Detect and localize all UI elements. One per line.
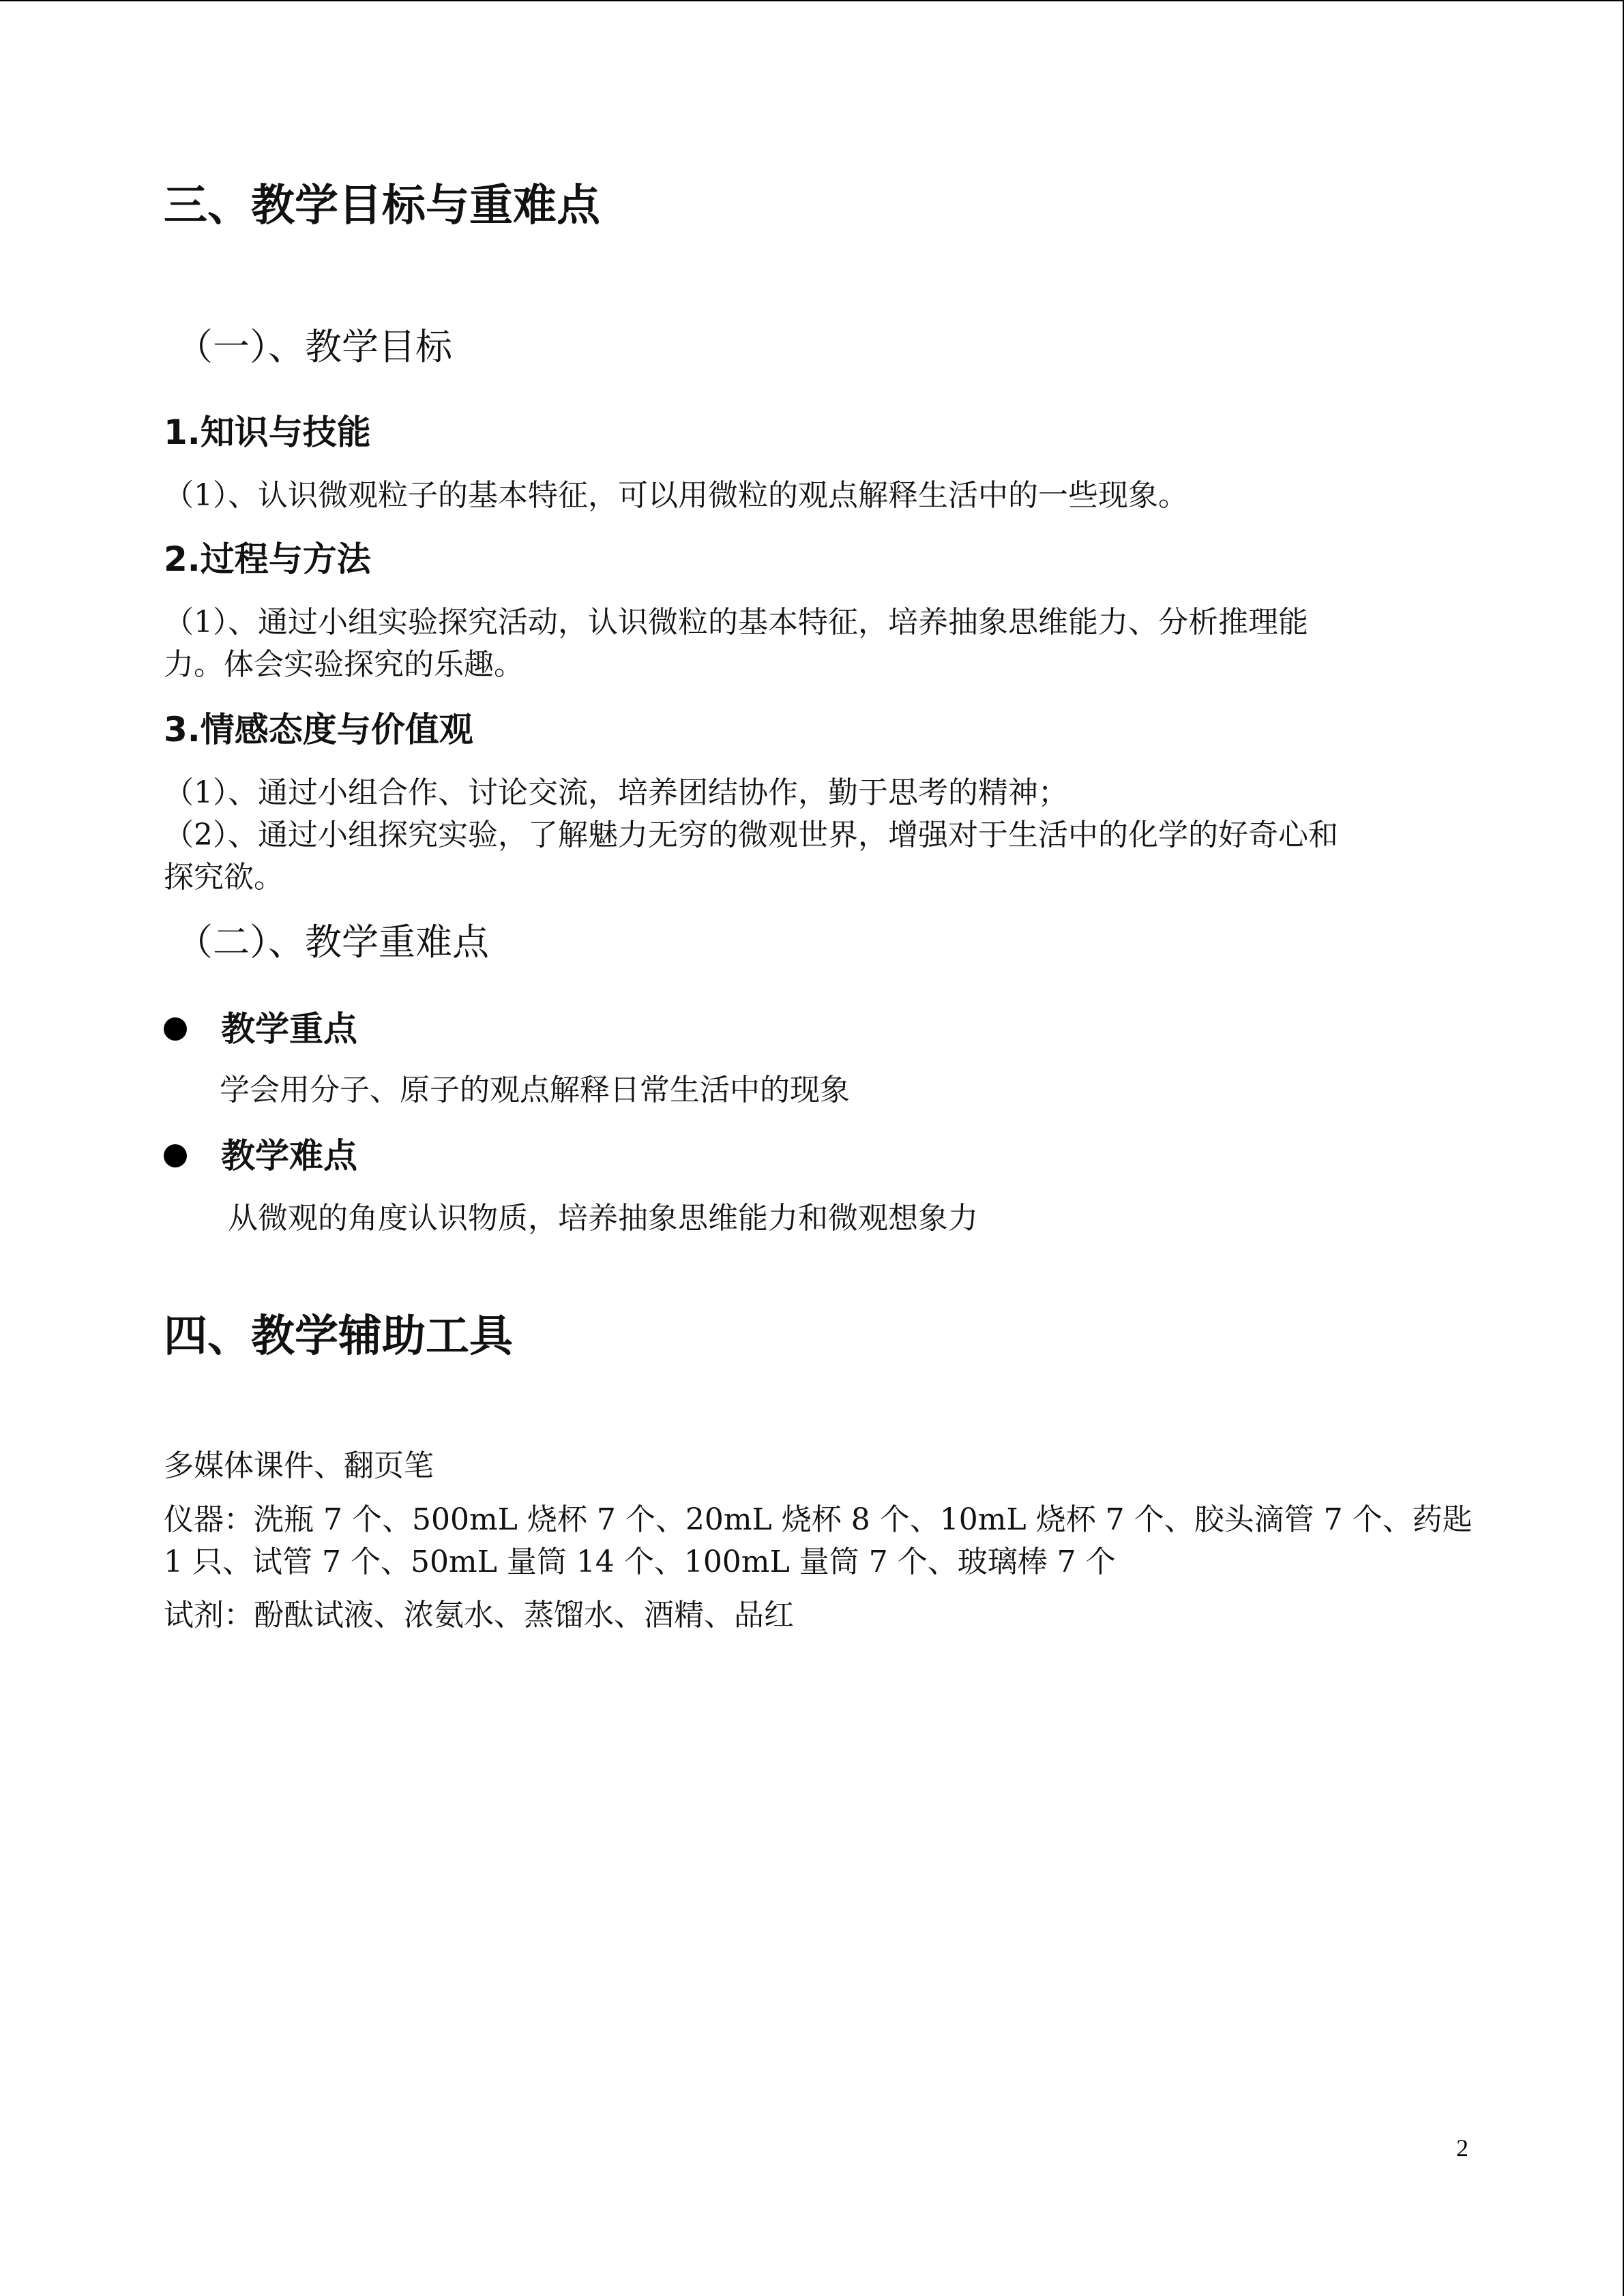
process-method-item-1-line-1: （1）、通过小组实验探究活动，认识微粒的基本特征，培养抽象思维能力、分析推理能 [164,605,1308,640]
difficult-points-text: 从微观的角度认识物质，培养抽象思维能力和微观想象力 [228,1201,978,1236]
subsection-key-difficult-heading: （二）、教学重难点 [176,921,489,964]
emotion-values-item-2-line-1: （2）、通过小组探究实验，了解魅力无穷的微观世界，增强对于生活中的化学的好奇心和 [164,818,1338,852]
bullet-dot-icon [164,1144,187,1167]
bullet-dot-icon [164,1017,187,1041]
emotion-values-item-1: （1）、通过小组合作、讨论交流，培养团结协作，勤于思考的精神； [164,775,1068,810]
emotion-values-heading: 3.情感态度与价值观 [164,710,473,749]
instruments-line-1: 仪器：洗瓶 7 个、500mL 烧杯 7 个、20mL 烧杯 8 个、10mL 烧杯 7 个、胶头滴管 7 个、药匙 [164,1502,1473,1537]
reagents-line: 试剂：酚酞试液、浓氨水、蒸馏水、酒精、品红 [164,1598,794,1632]
difficult-points-label: 教学难点 [221,1136,357,1176]
knowledge-skills-heading: 1.知识与技能 [164,413,371,452]
page-number: 2 [1456,2134,1468,2162]
section-3-heading: 三、教学目标与重难点 [164,181,600,231]
emotion-values-item-2-line-2: 探究欲。 [164,860,284,895]
tools-line-1: 多媒体课件、翻页笔 [164,1448,434,1483]
key-points-label: 教学重点 [221,1009,357,1049]
key-points-text: 学会用分子、原子的观点解释日常生活中的现象 [220,1073,850,1107]
process-method-heading: 2.过程与方法 [164,539,371,579]
process-method-item-1-line-2: 力。体会实验探究的乐趣。 [164,647,524,682]
instruments-line-2: 1 只、试管 7 个、50mL 量筒 14 个、100mL 量筒 7 个、玻璃棒 7 个 [164,1545,1116,1579]
knowledge-skills-item-1: （1）、认识微观粒子的基本特征，可以用微粒的观点解释生活中的一些现象。 [164,478,1188,513]
subsection-objectives-heading: （一）、教学目标 [176,325,452,368]
section-4-heading: 四、教学辅助工具 [164,1311,513,1362]
